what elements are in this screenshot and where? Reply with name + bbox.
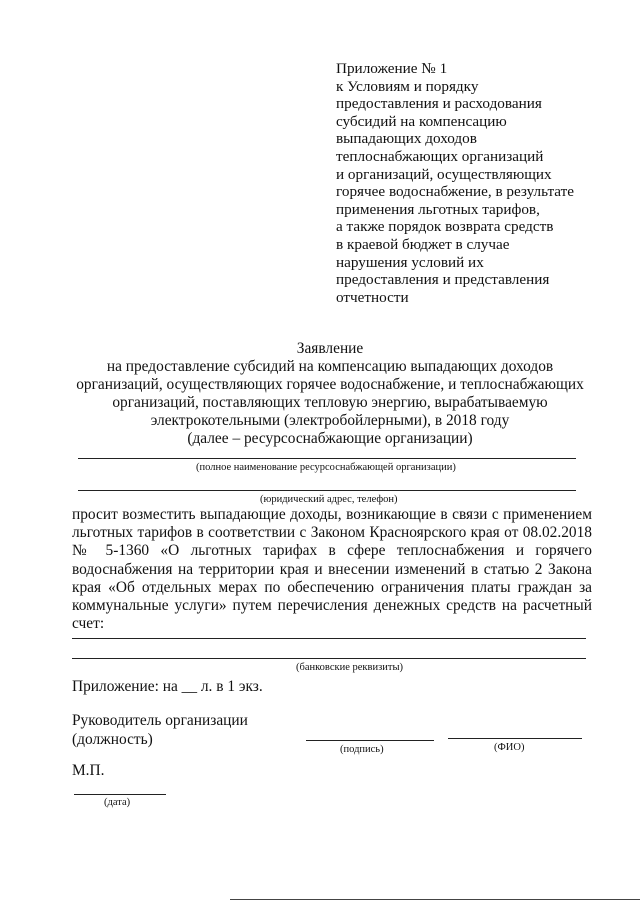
appendix-line: субсидий на компенсацию	[336, 112, 507, 130]
bank-field-line-1[interactable]	[72, 638, 586, 639]
document-heading: Заявление	[296, 340, 364, 357]
date-field-line[interactable]	[74, 794, 166, 795]
appendix-line: горячее водоснабжение, в результате	[336, 183, 575, 201]
stamp-label: М.П.	[72, 762, 105, 779]
statement-title	[60, 340, 600, 448]
appendix-line: предоставления и представления	[336, 271, 550, 289]
appendix-line: теплоснабжающих организаций	[336, 147, 544, 165]
signature-field-line[interactable]	[306, 740, 434, 741]
body-line: водоснабжения на территории края и внесении изменений в статью 2 Закона	[72, 560, 592, 578]
title-line: на предоставление субсидий на компенсацию выпадающих доходов	[106, 358, 554, 375]
org-name-field-line[interactable]	[78, 458, 576, 459]
appendix-line: к Условиям и порядку	[336, 77, 479, 95]
fio-caption: (ФИО)	[494, 742, 525, 753]
fio-field-line[interactable]	[448, 738, 582, 739]
appendix-line: а также порядок возврата средств	[336, 218, 554, 236]
org-name-caption: (полное наименование ресурсоснабжающей организации)	[196, 462, 456, 473]
title-line: (далее – ресурсоснабжающие организации)	[187, 430, 473, 447]
title-line: электрокотельными (электробойлерными), в 2018 году	[150, 412, 510, 429]
appendix-line: применения льготных тарифов,	[336, 200, 540, 218]
body-line: № 5-1360 «О льготных тарифах в сфере теплоснабжения и горячего	[72, 542, 592, 560]
bank-field-line-2[interactable]	[72, 658, 586, 659]
appendix-header	[336, 60, 636, 306]
title-line: организаций, осуществляющих горячее водоснабжение, и теплоснабжающих	[76, 376, 584, 393]
body-line: счет:	[72, 615, 105, 633]
bank-caption: (банковские реквизиты)	[296, 662, 403, 673]
scan-edge-line	[230, 899, 640, 900]
signature-caption: (подпись)	[340, 744, 384, 755]
head-position: (должность)	[72, 731, 153, 748]
appendix-line: отчетности	[336, 288, 409, 306]
appendix-line: в краевой бюджет в случае	[336, 235, 510, 253]
body-line: края «Об отдельных мерах по обеспечению ограничения платы граждан за	[72, 578, 592, 596]
head-title: Руководитель организации	[72, 712, 248, 729]
body-line: льготных тарифов в соответствии с Законом Красноярского края от 08.02.2018	[72, 524, 592, 542]
title-line: организаций, поставляющих тепловую энергию, вырабатываемую	[112, 394, 548, 411]
request-body	[72, 506, 592, 633]
address-field-line[interactable]	[78, 490, 576, 491]
appendix-line: нарушения условий их	[336, 253, 484, 271]
address-caption: (юридический адрес, телефон)	[260, 494, 398, 505]
attachment-line: Приложение: на __ л. в 1 экз.	[72, 678, 263, 695]
appendix-line: предоставления и расходования	[336, 95, 542, 113]
body-line: коммунальные услуги» путем перечисления денежных средств на расчетный	[72, 596, 592, 614]
appendix-line: выпадающих доходов	[336, 130, 477, 148]
body-line: просит возместить выпадающие доходы, возникающие в связи с применением	[72, 506, 592, 523]
appendix-line: и организаций, осуществляющих	[336, 165, 552, 183]
appendix-line: Приложение № 1	[336, 60, 448, 77]
date-caption: (дата)	[104, 797, 131, 808]
